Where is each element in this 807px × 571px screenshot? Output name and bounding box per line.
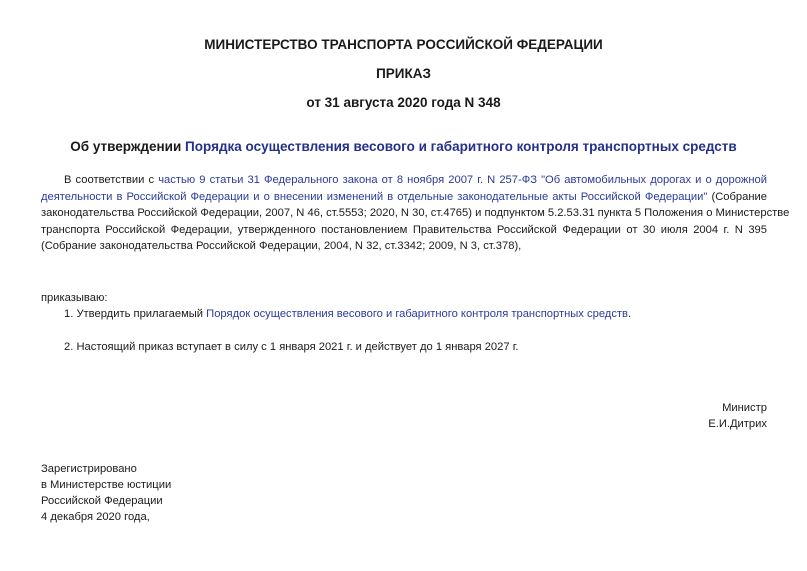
registration-line-1: Зарегистрировано (41, 463, 137, 475)
item-1-text: 1. Утвердить прилагаемый (64, 308, 204, 320)
preamble-line-3: законодательства Российской Федерации, 2007, N 46, ст.5553; 2020, N 30, ст.4765) и подпунктом 5.2.53.31 пункта 5 Положения о Министерстве (41, 207, 790, 220)
order-item-2: 2. Настоящий приказ вступает в силу с 1 января 2021 г. и действует до 1 января 2027 г. (64, 341, 519, 353)
preamble-line-5: (Собрание законодательства Российской Федерации, 2004, N 32, ст.3342; 2009, N 3, ст.378), (41, 240, 522, 253)
ministry-heading: МИНИСТЕРСТВО ТРАНСПОРТА РОССИЙСКОЙ ФЕДЕРАЦИИ (204, 37, 603, 52)
order-item-1 (64, 306, 631, 323)
preamble-line-4: транспорта Российской Федерации, утвержденного постановлением Правительства Российской Федерации от 30 июля 2004 г. N 395 (41, 223, 767, 236)
title-link[interactable]: Порядка осуществления весового и габаритного контроля транспортных средств (185, 139, 737, 154)
signatory-name: Е.И.Дитрих (708, 418, 767, 430)
order-word: приказываю: (41, 292, 108, 304)
preamble-text: В соответствии с (64, 174, 155, 186)
federal-law-link[interactable]: частью 9 статьи 31 Федерального закона от 8 ноября 2007 г. N 257-ФЗ "Об автомобильных дорогах и о дорожной (158, 174, 767, 186)
preamble-line-2 (41, 189, 767, 206)
registration-line-4: 4 декабря 2020 года, (41, 511, 150, 523)
signatory-position: Министр (722, 402, 767, 414)
order-heading: ПРИКАЗ (376, 66, 431, 81)
procedure-link[interactable]: Порядок осуществления весового и габаритного контроля транспортных средств (206, 308, 628, 320)
order-date-number: от 31 августа 2020 года N 348 (306, 95, 501, 110)
registration-line-3: Российской Федерации (41, 495, 163, 507)
order-title (0, 139, 807, 154)
preamble (41, 172, 790, 255)
title-prefix: Об утверждении (70, 139, 182, 154)
federal-law-link-cont[interactable]: деятельности в Российской Федерации и о внесении изменений в отдельные законодательные акты Российской Федерации" (41, 190, 708, 203)
preamble-line-1 (41, 172, 767, 189)
preamble-text: (Собрание (711, 190, 767, 203)
item-1-end: . (628, 308, 632, 320)
registration-line-2: в Министерстве юстиции (41, 479, 172, 491)
